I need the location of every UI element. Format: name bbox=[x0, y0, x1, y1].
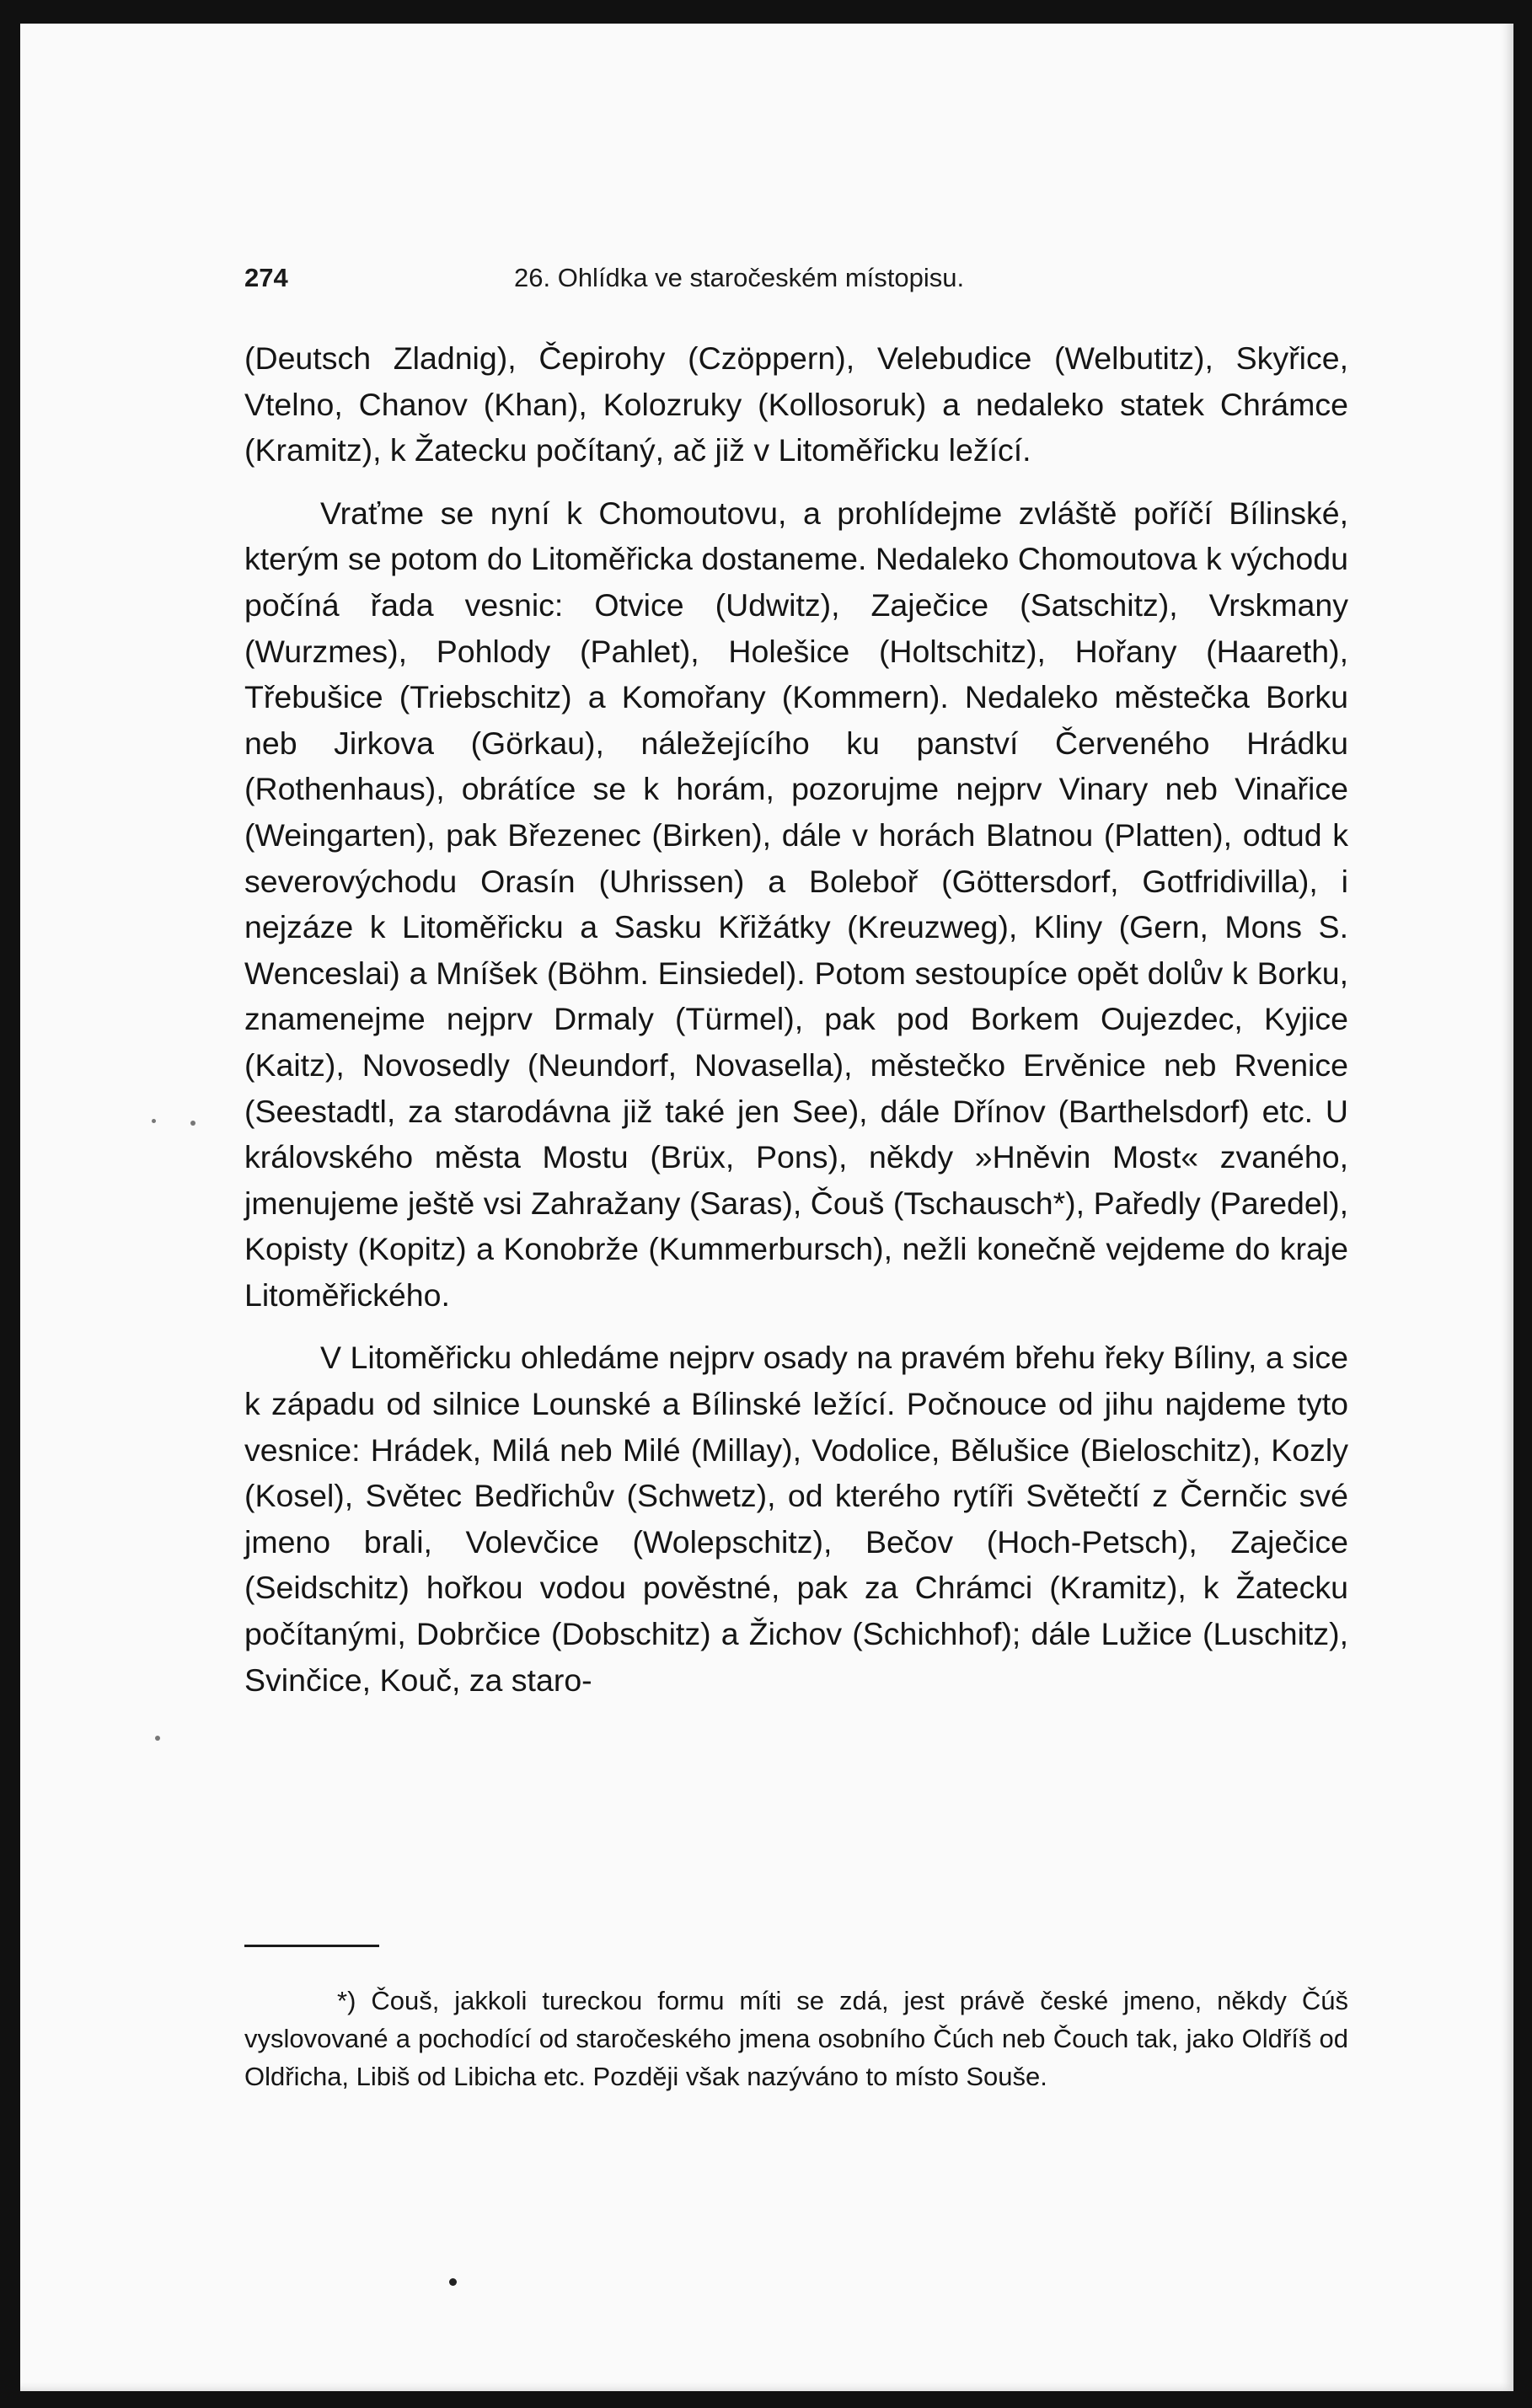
paragraph-1: (Deutsch Zladnig), Čepirohy (Czöppern), Velebudice (Welbutitz), Skyřice, Vtelno, Chanov (Khan), Kolozruky (Kollosoruk) a nedaleko statek Chrámce (Kramitz), k Žatecku počítaný, ač již v Litoměřicku ležící. bbox=[244, 340, 1348, 468]
paragraph-3: V Litoměřicku ohledáme nejprv osady na pravém břehu řeky Bíliny, a sice k západu od silnice Lounské a Bílinské ležící. Počnouce od jihu najdeme tyto vesnice: Hrádek, Milá neb Milé (Millay), Vodolice, Bělušice (Bieloschitz), Kozly (Kosel), Světec Bedřichův (Schwetz), od kterého rytíři Světečtí z Černčic své jmeno brali, Volevčice (Wolepschitz), Bečov (Hoch-Petsch), Zaječice (Seidschitz) hořkou vodou pověstné, pak za Chrámci (Kramitz), k Žatecku počítanými, Dobrčice (Dobschitz) a Žichov (Schichhof); dále Lužice (Luschitz), Svinčice, Kouč, za staro- bbox=[244, 1340, 1348, 1698]
main-text bbox=[244, 335, 1348, 1703]
page-number: 274 bbox=[244, 263, 288, 292]
paragraph-2: Vraťme se nyní k Chomoutovu, a prohlídejme zvláště poříčí Bílinské, kterým se potom do Litoměřicka dostaneme. Nedaleko Chomoutova k východu počíná řada vesnic: Otvice (Udwitz), Zaječice (Satschitz), Vrskmany (Wurzmes), Pohlody (Pahlet), Holešice (Holtschitz), Hořany (Haareth), Třebušice (Triebschitz) a Komořany (Kommern). Nedaleko městečka Borku neb Jirkova (Görkau), náležejícího ku panství Červeného Hrádku (Rothenhaus), obrátíce se k horám, pozorujme nejprv Vinary neb Vinařice (Weingarten), pak Březenec (Birken), dále v horách Blatnou (Platten), odtud k severovýchodu Orasín (Uhrissen) a Boleboř (Göttersdorf, Gotfridivilla), i nejzáze k Litoměřicku a Sasku Křižátky (Kreuzweg), Kliny (Gern, Mons S. Wenceslai) a Mníšek (Böhm. Einsiedel). Potom sestoupíce opět dolův k Borku, znamenejme nejprv Drmaly (Türmel), pak pod Borkem Oujezdec, Kyjice (Kaitz), Novosedly (Neundorf, Novasella), městečko Ervěnice neb Rvenice (Seestadtl, za starodávna již také jen See), dále Dřínov (Barthelsdorf) etc. U královského města Mostu (Brüx, Pons), někdy »Hněvin Most« zvaného, jmenujeme ještě vsi Zahražany (Saras), Čouš (Tschausch*), Paředly (Paredel), Kopisty (Kopitz) a Konobrže (Kummerbursch), nežli konečně vejdeme do kraje Litoměřického. bbox=[244, 495, 1348, 1313]
scan-speck bbox=[155, 1736, 160, 1741]
running-title: 26. Ohlídka ve staročeském místopisu. bbox=[514, 263, 965, 292]
scan-speck bbox=[449, 2278, 457, 2286]
running-header bbox=[244, 263, 1340, 297]
footnote-divider bbox=[244, 1945, 379, 1947]
footnote bbox=[244, 1982, 1348, 2095]
scan-speck bbox=[152, 1119, 156, 1123]
footnote-text: *) Čouš, jakkoli tureckou formu míti se zdá, jest právě české jmeno, někdy Čúš vyslovované a pochodící od staročeského jmena osobního Čúch neb Čouch tak, jako Oldříš od Oldřicha, Libiš od Libicha etc. Později však nazýváno to místo Souše. bbox=[244, 1986, 1348, 2091]
scan-speck bbox=[190, 1121, 196, 1126]
